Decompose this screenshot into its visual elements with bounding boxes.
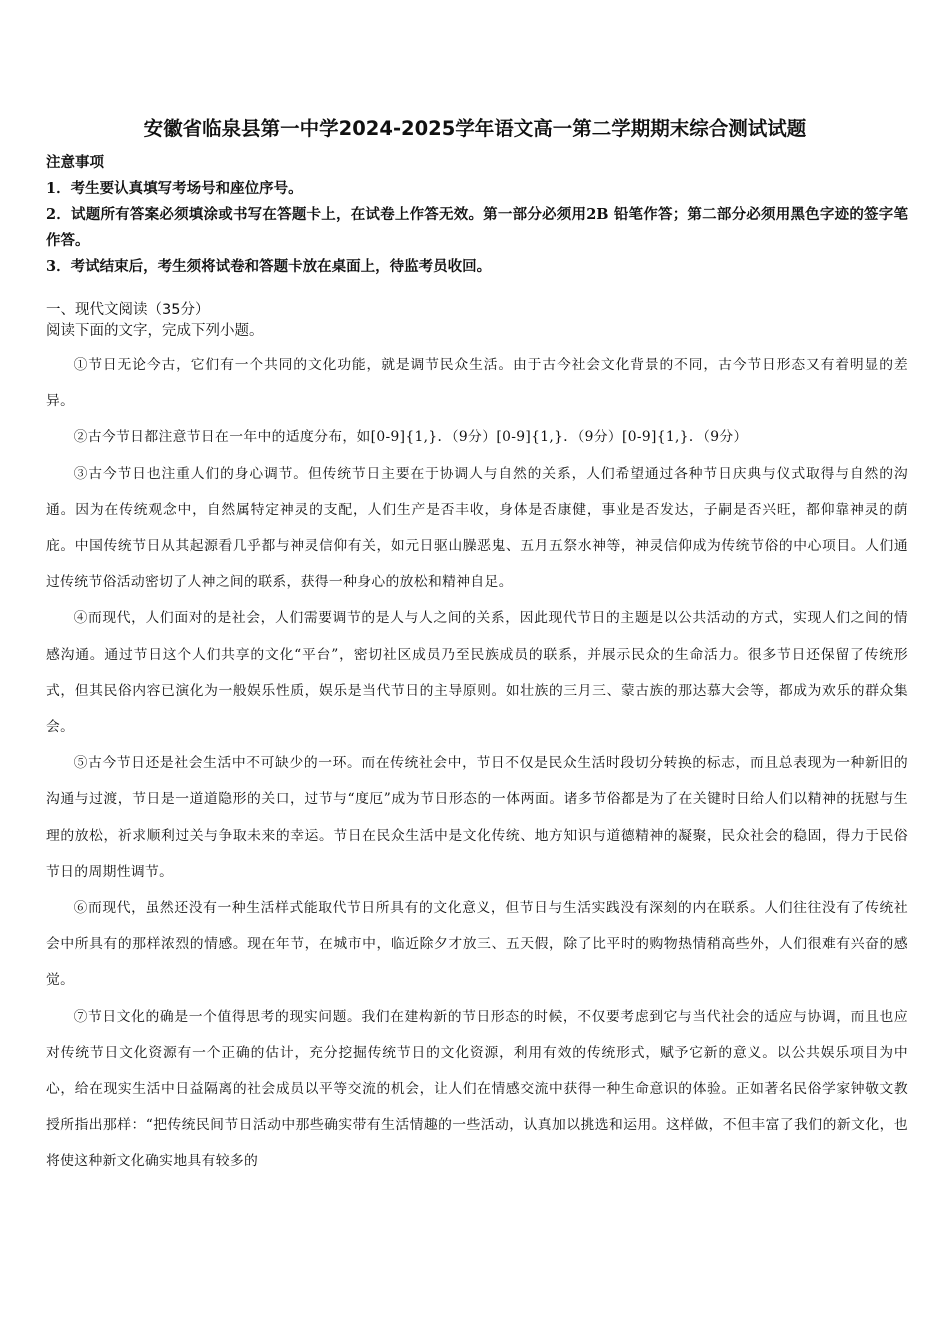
document-title: 安徽省临泉县第一中学2024-2025学年语文高一第二学期期末综合测试试题 [143,117,807,140]
paragraph-7: ⑦节日文化的确是一个值得思考的现实问题。我们在建构新的节日形态的时候，不仅要考虑到它与当代社会的适应与协调，而且也应对传统节日文化资源有一个正确的估计，充分挖掘传统节日的文化资源，利用有效的传统形式，赋予它新的意义。以公共娱乐项目为中心，给在现实生活中日益隔离的社会成员以平等交流的机会，让人们在情感交流中获得一种生命意识的体验。正如著名民俗学家钟敬文教授所指出那样：“把传统民间节日活动中那些确实带有生活情趣的一些活动，认真加以挑选和运用。这样做，不但丰富了我们的新文化，也将使这种新文化确实地具有较多的 [46,1008,908,1170]
paragraph-1: ①节日无论今古，它们有一个共同的文化功能，就是调节民众生活。由于古今社会文化背景的不同，古今节日形态又有着明显的差异。 [46,357,908,410]
section-title: 一、现代文阅读（35分） [46,302,210,318]
section-instruction: 阅读下面的文字，完成下列小题。 [46,323,264,339]
notice-item-2: 2．试题所有答案必须填涂或书写在答题卡上，在试卷上作答无效。第一部分必须用2B 铅笔作答；第二部分必须用黑色字迹的签字笔作答。 [46,206,908,249]
paragraph-6: ⑥而现代，虽然还没有一种生活样式能取代节日所具有的文化意义，但节日与生活实践没有深刻的内在联系。人们往往没有了传统社会中所具有的那样浓烈的情感。现在年节，在城市中，临近除夕才放三、五天假，除了比平时的购物热情稍高些外，人们很难有兴奋的感觉。 [46,900,908,989]
notice-heading: 注意事项 [46,154,104,171]
notice-item-1: 1．考生要认真填写考场号和座位序号。 [46,180,303,197]
paragraph-3: ③古今节日也注重人们的身心调节。但传统节日主要在于协调人与自然的关系，人们希望通过各种节日庆典与仪式取得与自然的沟通。因为在传统观念中，自然属特定神灵的支配，人们生产是否丰收，身体是否康健，事业是否发达，子嗣是否兴旺，都仰靠神灵的荫庇。中国传统节日从其起源看几乎都与神灵信仰有关，如元日驱山臊恶鬼、五月五祭水神等，神灵信仰成为传统节俗的中心项目。人们通过传统节俗活动密切了人神之间的联系，获得一种身心的放松和精神自足。 [46,465,908,591]
reading-section [46,300,908,1180]
notice-block [46,150,908,280]
paragraph-5: ⑤古今节日还是社会生活中不可缺少的一环。而在传统社会中，节日不仅是民众生活时段切分转换的标志，而且总表现为一种新旧的沟通与过渡，节日是一道道隐形的关口，过节与“度厄”成为节日形态的一体两面。诸多节俗都是为了在关键时日给人们以精神的抚慰与生理的放松，祈求顺利过关与争取未来的幸运。节日在民众生活中是文化传统、地方知识与道德精神的凝聚，民众社会的稳固，得力于民俗节日的周期性调节。 [46,755,908,880]
paragraph-4: ④而现代，人们面对的是社会，人们需要调节的是人与人之间的关系，因此现代节日的主题是以公共活动的方式，实现人们之间的情感沟通。通过节日这个人们共享的文化“平台”，密切社区成员乃至民族成员的联系，并展示民众的生命活力。很多节日还保留了传统形式，但其民俗内容已演化为一般娱乐性质，娱乐是当代节日的主导原则。如壮族的三月三、蒙古族的那达慕大会等，都成为欢乐的群众集会。 [46,610,908,736]
paragraph-2: ②古今节日都注意节日在一年中的适度分布，如[0-9]{1,}．（9分）[0-9]{1,}．（9分）[0-9]{1,}．（9分） [73,429,748,446]
notice-item-3: 3．考试结束后，考生须将试卷和答题卡放在桌面上，待监考员收回。 [46,258,492,275]
